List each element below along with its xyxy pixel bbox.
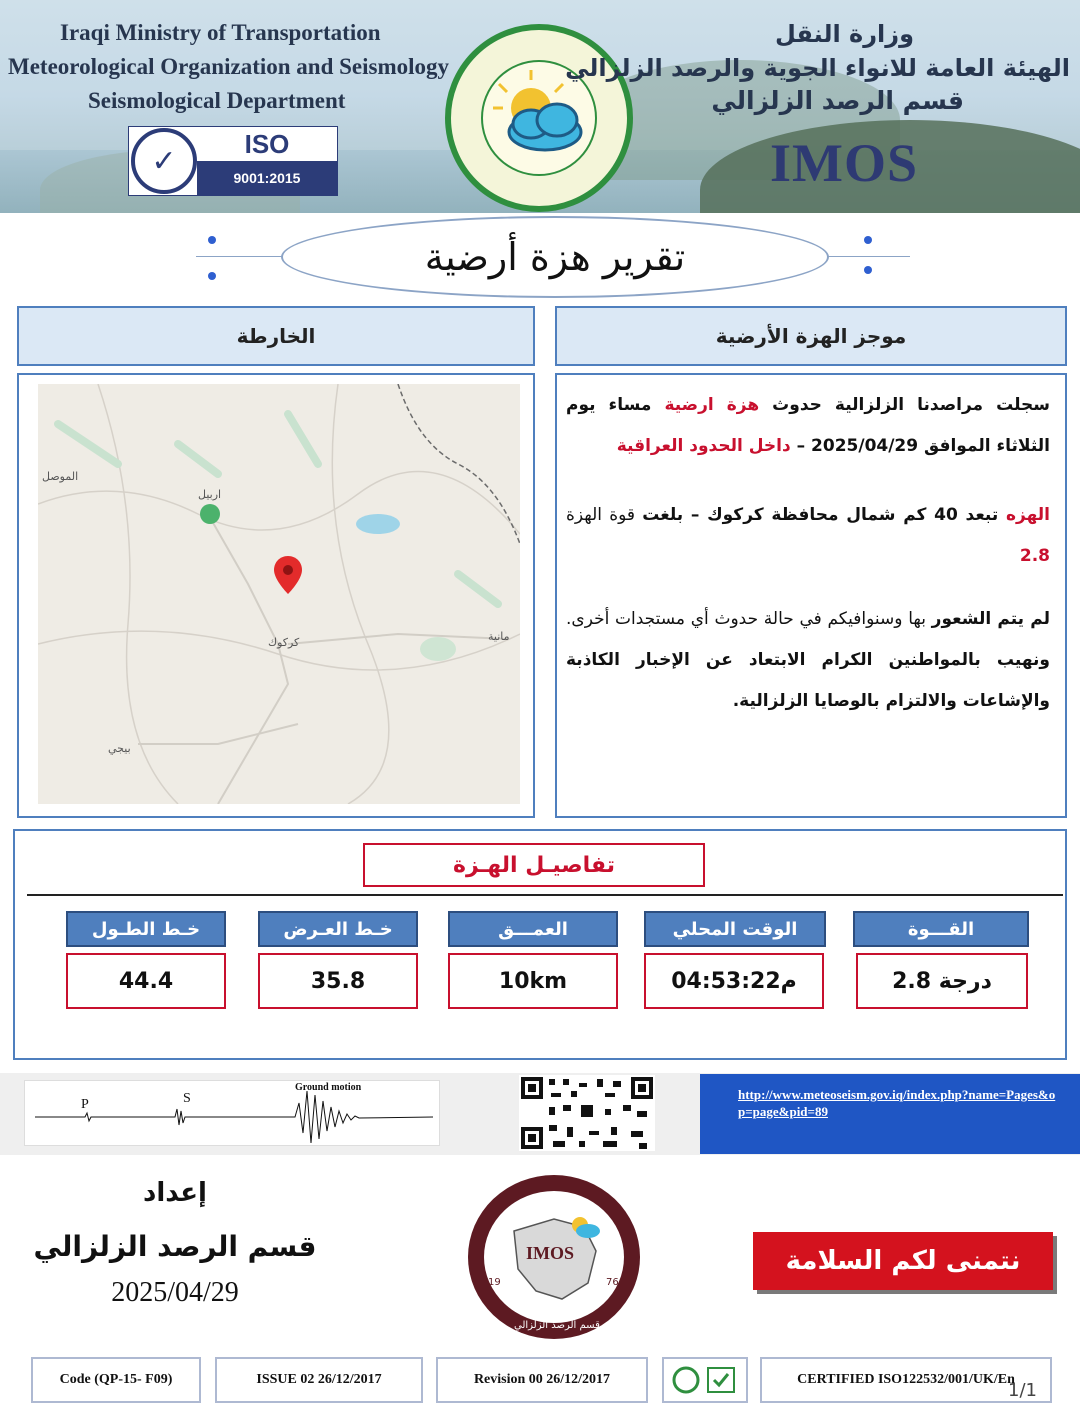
summary-paragraph-3: لم يتم الشعور بها وسنوافيكم في حالة حدوث أي مستجدات أخرى. ونهيب بالمواطنين الكرام الابتعاد عن الإخبار الكاذبة والإشاعات والالتزام بالوصايا الزلزالية.: [566, 609, 1050, 711]
epicenter-pin-icon[interactable]: [274, 556, 302, 594]
emblem-caption: قسم الرصد الزلزالي: [514, 1320, 600, 1331]
summary-paragraph-1: سجلت مراصدنا الزلزالية حدوث هزة ارضية مساء يوم الثلاثاء الموافق 2025/04/29 – داخل الحدود العراقية: [566, 395, 1050, 456]
ministry-name-ar: وزارة النقل: [774, 20, 914, 48]
details-title: تفاصيـل الهـزة: [363, 843, 705, 887]
longitude-value: 44.4: [66, 953, 226, 1009]
organization-name-ar: الهيئة العامة للانواء الجوية والرصد الزلزالي: [565, 54, 1070, 82]
seismogram-wave: [25, 1081, 441, 1147]
map-panel-title: الخارطة: [17, 306, 535, 366]
iso-label: ISO: [244, 128, 290, 159]
local-time-header: الوقت المحلي: [644, 911, 826, 947]
iso-standard: 9001:2015: [197, 161, 337, 195]
iso-certification-badge: [128, 126, 338, 196]
longitude-header: خـط الطـول: [66, 911, 226, 947]
s-wave-label: S: [183, 1091, 191, 1106]
summary-panel-title: موجز الهزة الأرضية: [555, 306, 1067, 366]
prepared-by-department: قسم الرصد الزلزالي: [33, 1230, 317, 1263]
map-label-baiji: بيجي: [108, 742, 131, 755]
ministry-name-en: Iraqi Ministry of Transportation: [60, 20, 381, 45]
issue-info: ISSUE 02 26/12/2017: [215, 1357, 423, 1403]
header-banner: [0, 0, 1080, 213]
magnitude-value: 2.8 درجة: [856, 953, 1028, 1009]
department-name-ar: قسم الرصد الزلزالي: [711, 86, 964, 115]
document-code: Code (QP-15- F09): [31, 1357, 201, 1403]
emblem-brand: IMOS: [526, 1243, 575, 1263]
organization-logo: [445, 24, 633, 212]
magnitude-header: القـــوة: [853, 911, 1029, 947]
title-decoration-dot: [208, 236, 216, 244]
ground-motion-label: Ground motion: [295, 1082, 362, 1093]
certification-check-icon: ✓: [131, 128, 197, 194]
map-graphic: [38, 384, 520, 804]
seismogram-image: [24, 1080, 440, 1146]
emblem-year-right: 76: [606, 1277, 619, 1288]
seismology-emblem: [468, 1175, 640, 1339]
iso-certificate-number: CERTIFIED ISO122532/001/UK/En: [760, 1357, 1052, 1403]
map-label-sulaymaniyah: مانية: [488, 630, 510, 643]
title-decoration-dot: [208, 272, 216, 280]
map-label-kirkuk: كركوك: [268, 636, 300, 649]
title-decoration-dot: [864, 266, 872, 274]
epicenter-map[interactable]: [38, 384, 520, 804]
depth-header: العمـــق: [448, 911, 618, 947]
emblem-year-left: 19: [488, 1277, 501, 1288]
report-date: 2025/04/29: [111, 1277, 239, 1308]
map-label-erbil: اربيل: [198, 488, 222, 501]
certification-seal-icon: [670, 1365, 740, 1395]
depth-value: 10km: [448, 953, 618, 1009]
page-number: 1/1: [1008, 1380, 1037, 1401]
certification-logos: [662, 1357, 748, 1403]
local-time-value: 04:53:22م: [644, 953, 824, 1009]
summary-paragraph-2: الهزه تبعد 40 كم شمال محافظة كركوك – بلغت قوة الهزة 2.8: [566, 505, 1051, 566]
qr-code-icon: [519, 1075, 655, 1151]
quake-details-panel: [13, 829, 1067, 1060]
p-wave-label: P: [81, 1097, 89, 1112]
title-decoration-dot: [864, 236, 872, 244]
details-divider: [27, 894, 1063, 896]
map-label-mosul: الموصل: [42, 470, 79, 483]
imos-brand: IMOS: [770, 133, 919, 193]
qr-code[interactable]: [519, 1075, 655, 1151]
report-title: تقرير هزة أرضية: [281, 216, 829, 298]
summary-text: [566, 385, 1050, 744]
safety-banner: نتمنى لكم السلامة: [753, 1232, 1053, 1290]
revision-info: Revision 00 26/12/2017: [436, 1357, 648, 1403]
organization-name-en: Meteorological Organization and Seismology: [8, 54, 450, 79]
latitude-header: خـط العـرض: [258, 911, 418, 947]
department-name-en: Seismological Department: [88, 88, 346, 113]
latitude-value: 35.8: [258, 953, 418, 1009]
website-link[interactable]: http://www.meteoseism.gov.iq/index.php?name=Pages&op=page&pid=89: [700, 1074, 1080, 1154]
prepared-by-label: إعداد: [143, 1178, 207, 1208]
